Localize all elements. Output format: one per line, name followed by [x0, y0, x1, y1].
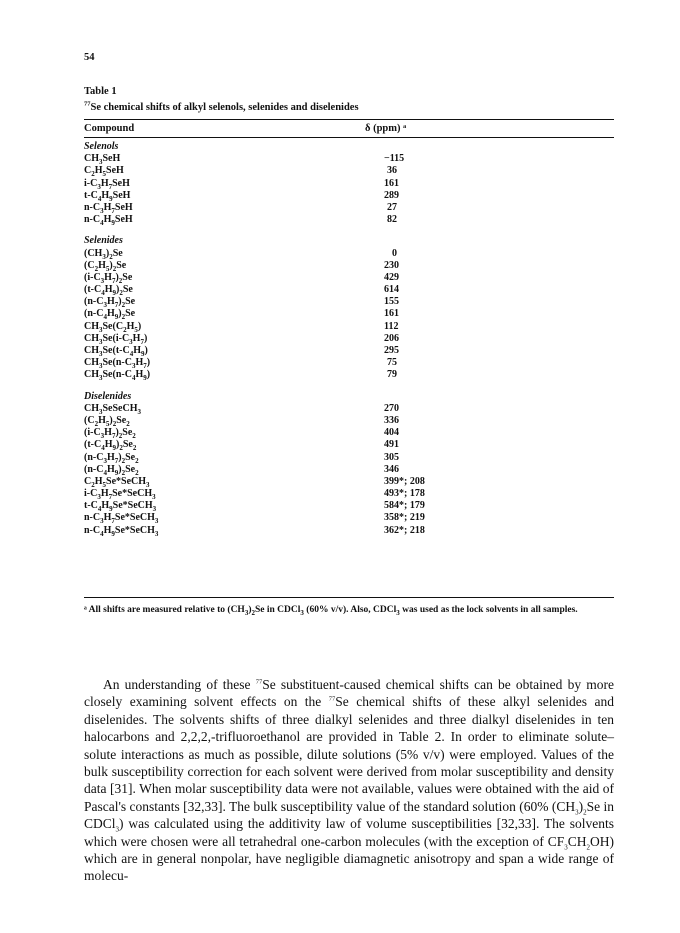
table-row [84, 357, 614, 369]
compound-cell: $(t-C_4H_9)_2Se$ [84, 284, 133, 298]
compound-cell: $CH_3Se(t-C_4H_9)$ [84, 345, 148, 358]
compound-cell: $n-C_3H_7SeH$ [84, 201, 133, 215]
table-row [84, 439, 614, 451]
table-bottom-rule [84, 597, 614, 598]
compound-cell: $i-C_3H_7SeH$ [84, 177, 130, 191]
shift-cell: 493*; 178 [384, 488, 425, 500]
shift-cell: 161 [384, 308, 399, 320]
table-row [84, 272, 614, 284]
table-row [84, 427, 614, 439]
compound-cell: $CH_3Se(i-C_3H_7)$ [84, 332, 148, 346]
table-row [84, 321, 614, 333]
shift-cell: 404 [384, 427, 399, 439]
table-group-selenols [84, 141, 614, 226]
compound-cell: $t-C_4H_9Se*SeCH_3$ [84, 500, 157, 514]
table-row [84, 214, 614, 226]
compound-cell: $(CH_3)_2Se$ [84, 247, 123, 261]
table-row [84, 476, 614, 488]
shift-cell: 346 [384, 463, 399, 475]
table-row [84, 260, 614, 272]
table-label: Table 1 [84, 86, 117, 97]
compound-cell: $(t-C_4H_9)_2Se_2$ [84, 439, 137, 453]
table-row [84, 345, 614, 357]
compound-cell: $n-C_4H_9SeH$ [84, 214, 133, 228]
table-body [84, 141, 614, 546]
compound-cell: $(n-C_3H_7)_2Se_2$ [84, 451, 139, 465]
shift-cell: 336 [384, 414, 399, 426]
table-row [84, 488, 614, 500]
shift-cell: 230 [384, 259, 399, 271]
shift-cell: 270 [384, 402, 399, 414]
table-row [84, 512, 614, 524]
shift-cell: 79 [387, 369, 397, 381]
compound-cell: $CH_3Se(n-C_4H_9)$ [84, 369, 151, 383]
table-row [84, 333, 614, 345]
compound-cell: $(n-C_4H_9)_2Se_2$ [84, 463, 139, 477]
compound-cell: $(i-C_3H_7)_2Se$ [84, 271, 133, 285]
compound-cell: $CH_3SeSeCH_3$ [84, 402, 141, 416]
compound-cell: $C_2H_5Se*SeCH_3$ [84, 475, 150, 489]
compound-cell: $i-C_3H_7Se*SeCH_3$ [84, 488, 156, 502]
table-group-diselenides [84, 391, 614, 537]
shift-cell: 36 [387, 165, 397, 177]
table-row [84, 403, 614, 415]
table-row [84, 415, 614, 427]
body-paragraph: An understanding of these $^{77}$Se substituent-caused chemical shifts can be obtained by more closely examining solvent effects on the $^{77}$Se chemical shifts of these alkyl selenides and diselenides. The solvents shifts of three dialkyl selenides and three dialkyl diselenides in ten halocarbons and 2,2,2,-trifluoroethanol are provided in Table 2. In order to eliminate solute–solute interactions as much as possible, dilute solutions (5% v/v) were employed. Values of the bulk susceptibility correction for each solvent were derived from molar susceptibility and density data [31]. When molar susceptibility data were not available, values were obtained with the aid of Pascal's constants [32,33]. The bulk susceptibility value of the standard solution (60% $(CH_3)_2Se$ in CDCl$_3$) was calculated using the additivity law of volume susceptibilities [32,33]. The solvents which were chosen were all tetrahedral one-carbon molecules (with the exception of $CF_3CH_2OH$) which are in general nonpolar, have negligible diamagnetic anisotropy and span a wide range of molecu- [84, 677, 615, 884]
shift-cell: −115 [384, 153, 405, 165]
table-row [84, 153, 614, 165]
shift-cell: 82 [387, 214, 397, 226]
compound-cell: $CH_3Se(n-C_3H_7)$ [84, 357, 151, 371]
shift-cell: 358*; 219 [384, 512, 425, 524]
table-row [84, 464, 614, 476]
shift-cell: 155 [384, 296, 399, 308]
table-row [84, 452, 614, 464]
shift-cell: 362*; 218 [384, 524, 425, 536]
table-row [84, 202, 614, 214]
compound-cell: $CH_3Se(C_2H_5)$ [84, 320, 142, 334]
shift-cell: 295 [384, 345, 399, 356]
table-group-selenides [84, 235, 614, 381]
table-row [84, 308, 614, 320]
table-caption [84, 102, 359, 113]
table-top-rule [84, 119, 614, 120]
table-row [84, 296, 614, 308]
caption-text: Se chemical shifts of alkyl selenols, selenides and diselenides [90, 102, 359, 113]
compound-cell: $(i-C_3H_7)_2Se_2$ [84, 427, 136, 441]
column-header-shift: δ (ppm) ᵃ [365, 123, 407, 134]
shift-cell: 491 [384, 439, 399, 451]
compound-cell: $t-C_4H_9SeH$ [84, 189, 131, 203]
group-title: Diselenides [84, 390, 132, 402]
compound-cell: $n-C_4H_9Se*SeCH_3$ [84, 524, 159, 538]
table-footnote: ᵃ All shifts are measured relative to $(CH_3)_2Se$ in CDCl$_3$ (60% v/v). Also, CDCl$_3$ was used as the lock solvents in all samples. [84, 605, 578, 617]
table-row [84, 165, 614, 177]
group-title: Selenides [84, 235, 123, 247]
shift-cell: 429 [384, 271, 399, 283]
shift-cell: 614 [384, 284, 399, 296]
shift-cell: 584*; 179 [384, 500, 425, 512]
shift-cell: 206 [384, 332, 399, 344]
table-header-rule [84, 137, 614, 138]
shift-cell: 0 [392, 247, 397, 259]
column-header-compound: Compound [84, 123, 135, 134]
shift-cell: 305 [384, 451, 399, 463]
table-row [84, 190, 614, 202]
caption-superscript: 77 [84, 100, 91, 108]
group-title: Selenols [84, 141, 119, 152]
table-row [84, 178, 614, 190]
compound-cell: $C_2H_5SeH$ [84, 165, 124, 179]
table-row [84, 500, 614, 512]
shift-cell: 399*; 208 [384, 475, 425, 487]
shift-cell: 289 [384, 189, 399, 201]
table-row [84, 369, 614, 381]
compound-cell: $CH_3SeH$ [84, 153, 121, 167]
compound-cell: $(C_2H_5)_2Se_2$ [84, 414, 130, 428]
shift-cell: 27 [387, 201, 397, 213]
compound-cell: $(n-C_4H_9)_2Se$ [84, 308, 136, 322]
shift-cell: 161 [384, 177, 399, 189]
page-number: 54 [84, 52, 95, 63]
compound-cell: $(C_2H_5)_2Se$ [84, 259, 127, 273]
compound-cell: $(n-C_3H_7)_2Se$ [84, 296, 136, 310]
table-row [84, 248, 614, 260]
shift-cell: 75 [387, 357, 397, 369]
table-row [84, 284, 614, 296]
shift-cell: 112 [384, 320, 399, 332]
compound-cell: $n-C_3H_7Se*SeCH_3$ [84, 512, 159, 526]
table-row [84, 525, 614, 537]
